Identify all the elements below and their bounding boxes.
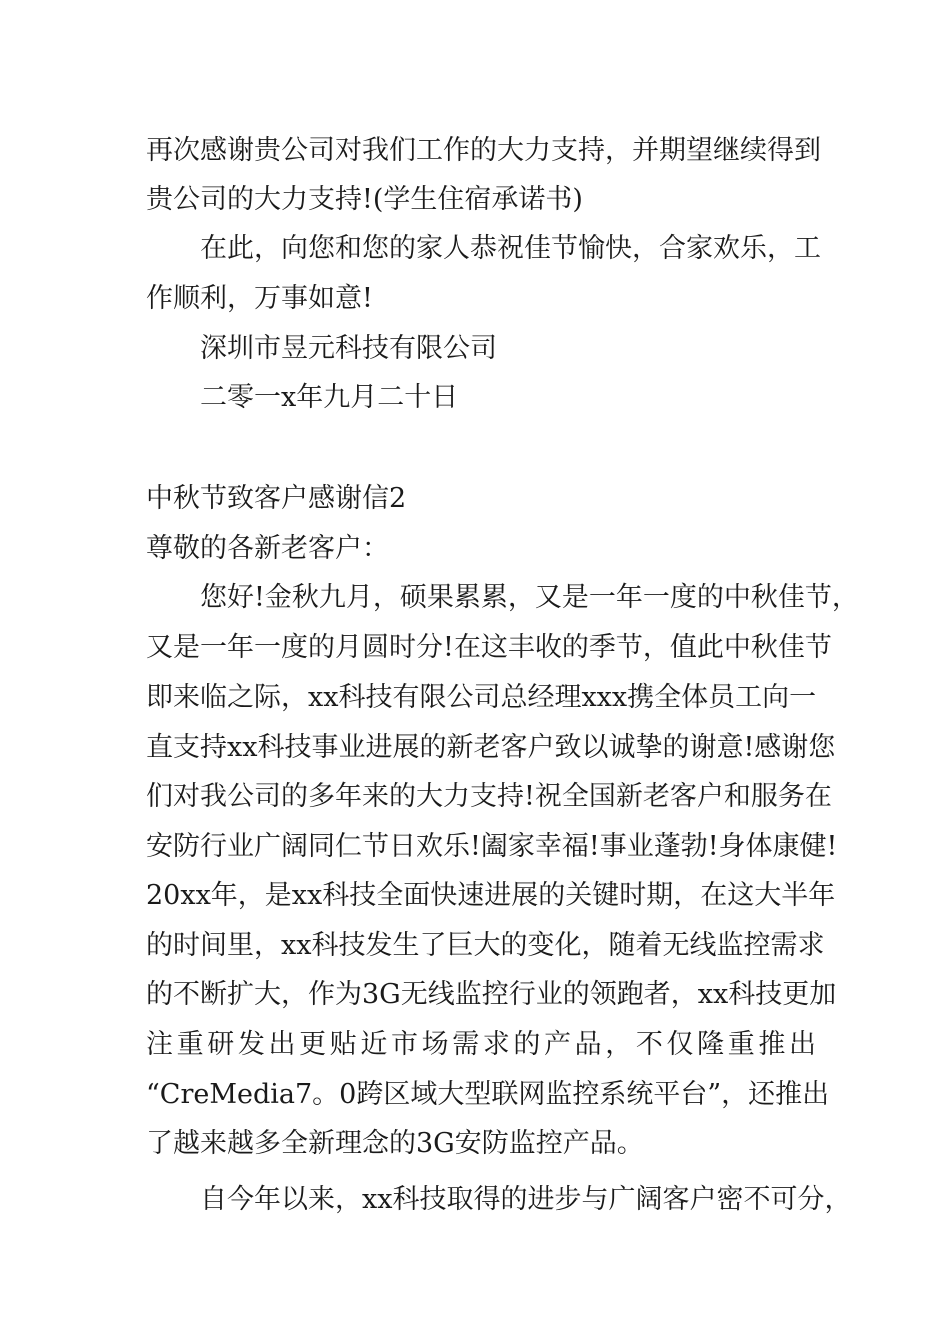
letter2-para1-line3: 即来临之际，xx科技有限公司总经理xxx携全体员工向一	[146, 682, 817, 713]
letter1-para1-line2: 贵公司的大力支持!(学生住宿承诺书)	[146, 184, 583, 215]
letter2-salutation: 尊敬的各新老客户：	[146, 533, 389, 564]
letter2-para1-line8: 的时间里，xx科技发生了巨大的变化，随着无线监控需求	[146, 930, 825, 961]
letter2-para1-line10: 注重研发出更贴近市场需求的产品，不仅隆重推出	[146, 1029, 816, 1060]
letter2-para1-line6: 安防行业广阔同仁节日欢乐!阖家幸福!事业蓬勃!身体康健!	[146, 831, 838, 862]
letter2-title: 中秋节致客户感谢信2	[146, 483, 407, 514]
letter2-para1-line11: “CreMedia7。0跨区域大型联网监控系统平台”，还推出	[146, 1079, 830, 1110]
letter2-para1-line1: 您好!金秋九月，硕果累累，又是一年一度的中秋佳节，	[200, 582, 859, 613]
letter2-para1-line5: 们对我公司的多年来的大力支持!祝全国新老客户和服务在	[146, 781, 832, 812]
letter2-para1-line4: 直支持xx科技事业进展的新老客户致以诚挚的谢意!感谢您	[146, 732, 836, 763]
signature-company: 深圳市昱元科技有限公司	[200, 333, 497, 364]
letter2-para1-line12: 了越来越多全新理念的3G安防监控产品。	[146, 1128, 644, 1159]
letter1-para2-line1: 在此，向您和您的家人恭祝佳节愉快，合家欢乐，工	[200, 233, 821, 264]
letter2-para1-line9: 的不断扩大，作为3G无线监控行业的领跑者，xx科技更加	[146, 979, 837, 1010]
letter2-para1-line2: 又是一年一度的月圆时分!在这丰收的季节，值此中秋佳节	[146, 632, 832, 663]
signature-date: 二零一x年九月二十日	[200, 382, 459, 413]
letter1-para1-line1: 再次感谢贵公司对我们工作的大力支持，并期望继续得到	[146, 135, 821, 166]
letter2-para2-line1: 自今年以来，xx科技取得的进步与广阔客户密不可分，	[200, 1184, 852, 1215]
letter1-para2-line2: 作顺利，万事如意!	[146, 283, 373, 314]
letter2-para1-line7: 20xx年，是xx科技全面快速进展的关键时期，在这大半年	[146, 880, 836, 911]
